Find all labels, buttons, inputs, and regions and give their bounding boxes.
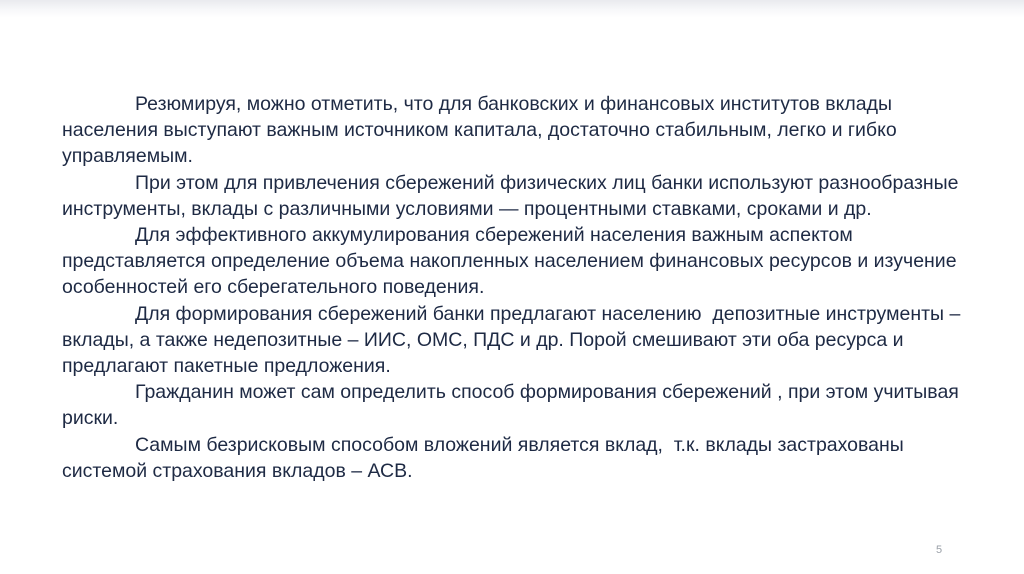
paragraph-summary: Резюмируя, можно отметить, что для банковских и финансовых институтов вклады населения выступают важным источником капитала, достаточно стабильным, легко и гибко управляемым. [62,93,903,168]
paragraph-deposit-insurance: Самым безрисковым способом вложений является вклад, т.к. вклады застрахованы системой страхования вкладов – АСВ. [62,433,910,482]
paragraph-citizen-choice: Гражданин может сам определить способ формирования сбережений , при этом учитывая риски. [62,381,965,430]
top-shadow-bar [0,0,1024,18]
paragraph-deposit-instruments: Для формирования сбережений банки предлагают населению депозитные инструменты – вклады, а также недепозитные – ИИС, ОМС, ПДС и др. Порой смешивают эти оба ресурса и предлагают пакетные предложения. [62,302,966,378]
slide-body-text [62,91,977,484]
paragraph-accumulation: Для эффективного аккумулирования сбережений населения важным аспектом представляется определение объема накопленных населением финансовых ресурсов и изучение особенностей его сберегательного поведения. [62,224,962,299]
page-number: 5 [936,544,943,556]
paragraph-instruments: При этом для привлечения сбережений физических лиц банки используют разнообразные инструменты, вклады с различными условиями — процентными ставками, сроками и др. [62,171,964,220]
